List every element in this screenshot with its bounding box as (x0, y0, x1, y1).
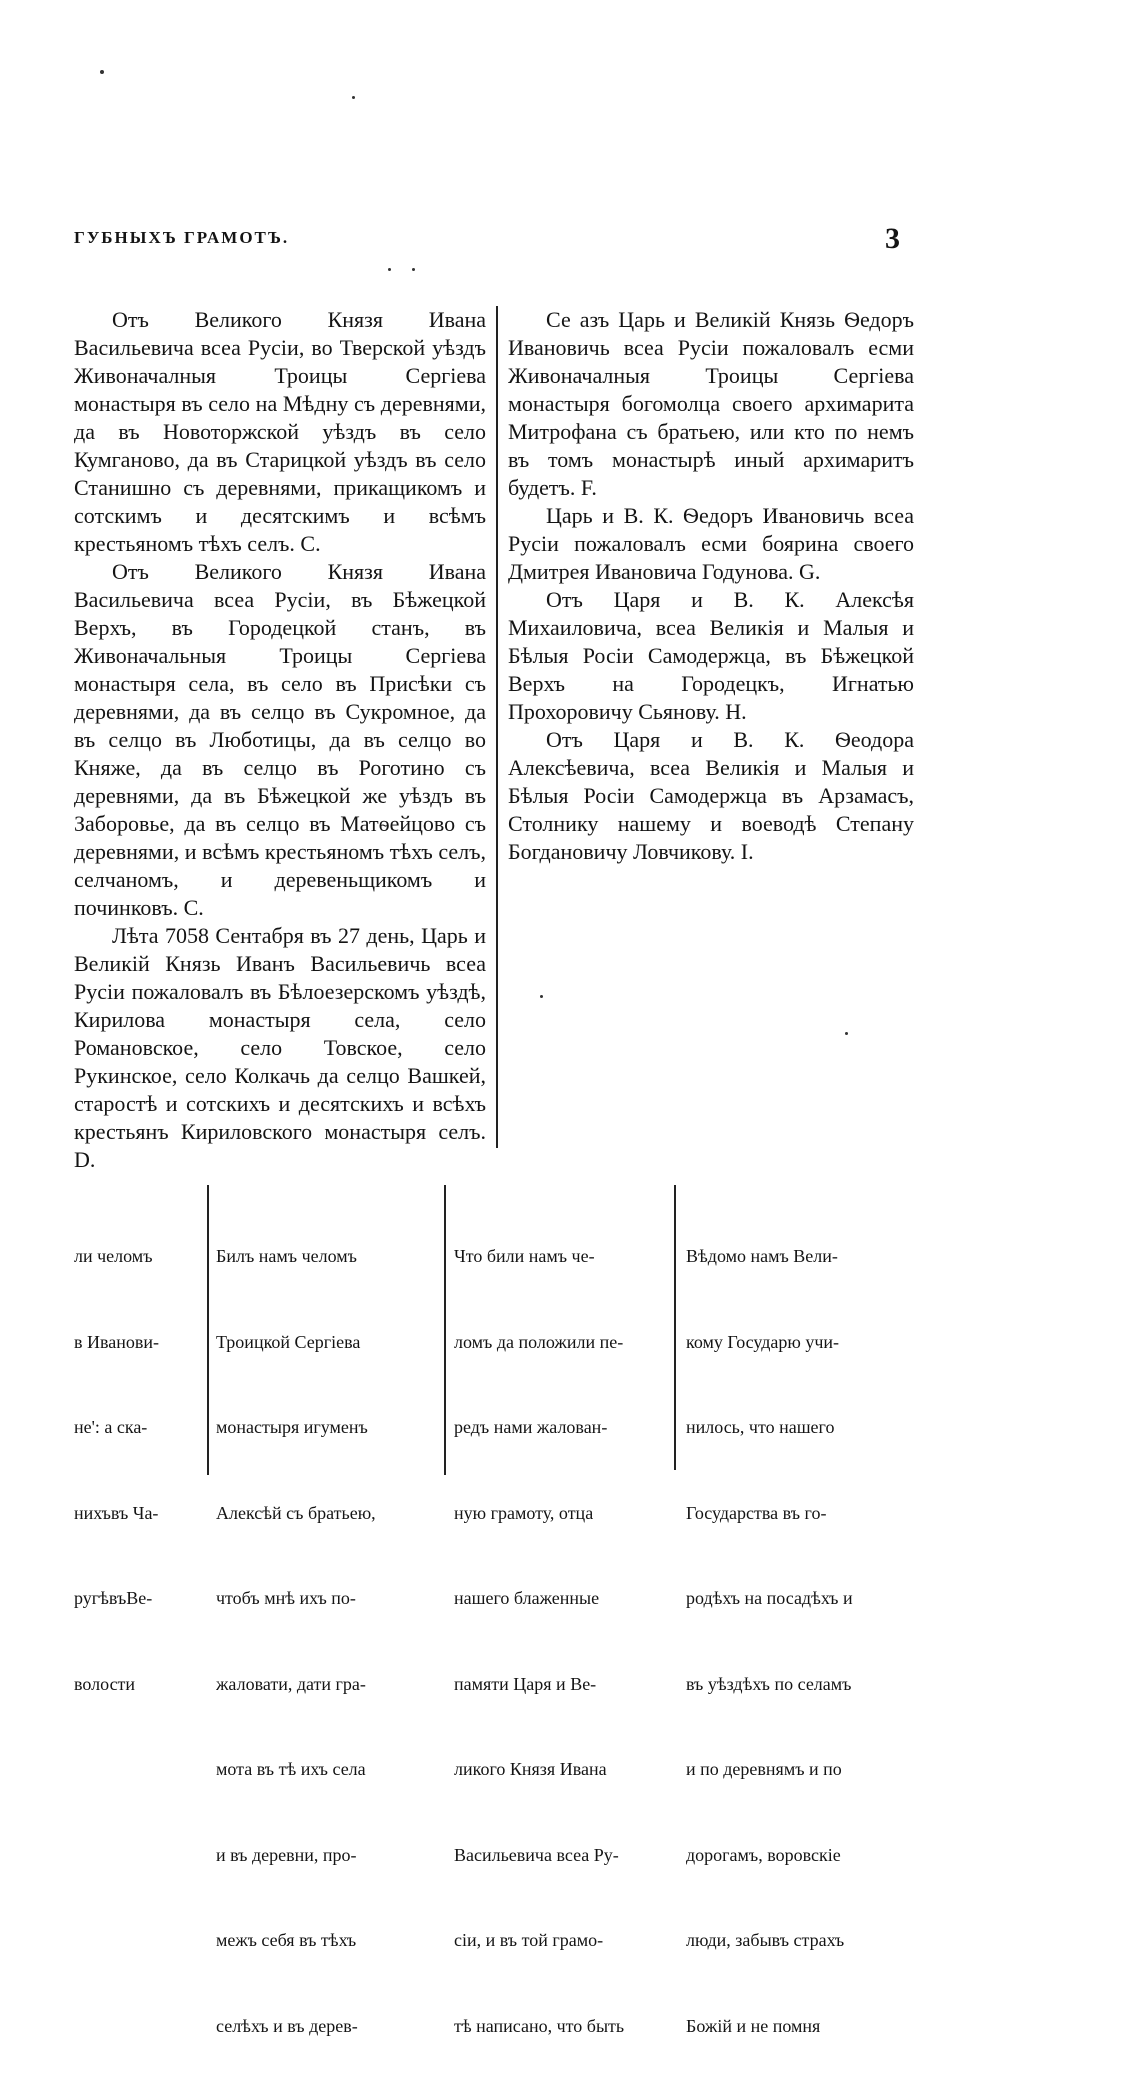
right-paragraph-1: Се азъ Царь и Великій Князь Ѳедоръ Ивановичь всеа Русіи пожаловалъ есми Живоначалныя Троицы Сергіева монастыря богомолца своего архимарита Митрофана съ братьею, или кто по немъ въ томъ монастырѣ иный архимаритъ будетъ. F. (508, 307, 914, 500)
text-line: селѣхъ и въ дерев- (216, 2015, 358, 2036)
print-speck (540, 995, 543, 998)
left-paragraph-1: Отъ Великого Князя Ивана Васильевича всеа Русіи, во Тверской уѣздъ Живоначалныя Троицы Сергіева монастыря въ село на Мѣдну съ деревнями, да въ Новоторжской уѣздъ въ село Кумганово, да въ Старицкой уѣздъ въ село Станишно съ деревнями, прикащикомъ и сотскимъ и десятскимъ и всѣмъ крестьяномъ тѣхъ селъ. C. (74, 307, 486, 556)
text-line: Государства въ го- (686, 1502, 827, 1523)
print-speck (388, 268, 391, 271)
right-paragraph-4: Отъ Царя и В. К. Ѳеодора Алексѣевича, всеа Великія и Малыя и Бѣлыя Росіи Самодержца въ Арзамасъ, Столнику нашему и воеводѣ Степану Богдановичу Ловчикову. I. (508, 727, 914, 864)
text-line: чтобъ мнѣ ихъ по- (216, 1588, 356, 1608)
lower-column-2 (216, 1185, 434, 2097)
text-line: тѣ написано, что быть (454, 2015, 625, 2036)
left-paragraph-3: Лѣта 7058 Сентабря въ 27 день, Царь и Великій Князь Иванъ Васильевичь всеа Русіи пожаловалъ въ Бѣлоезерскомъ уѣздѣ, Кирилова монастыря села, село Романовское, село Товское, село Рукинское, село Колкачь да селцо Вашкей, старостѣ и сотскихъ и десятскихъ и всѣхъ крестьянъ Кириловского монастыря селъ. D. (74, 923, 486, 1172)
text-line: волости (74, 1673, 136, 1694)
text-line: нихъвъ Ча- (74, 1502, 159, 1523)
text-line: Троицкой Сергіева (216, 1331, 361, 1352)
text-line: кому Государю учи- (686, 1331, 840, 1352)
text-line: и въ деревни, про- (216, 1844, 357, 1865)
lower-column-3 (454, 1185, 664, 2097)
page-number: 3 (885, 222, 900, 255)
text-line: в Иванови- (74, 1331, 160, 1352)
text-line: люди, забывъ страхъ (686, 1930, 845, 1950)
text-line: Алексѣй съ братьею, (216, 1502, 376, 1523)
text-line: дорогамъ, воровскіе (686, 1844, 841, 1865)
text-line: памяти Царя и Ве- (454, 1673, 597, 1694)
lower-divider-2 (444, 1185, 446, 1475)
lower-divider-1 (207, 1185, 209, 1475)
text-line: родѣхъ на посадѣхъ и (686, 1588, 853, 1608)
left-column (74, 306, 486, 1174)
text-line: ругѣвъВе- (74, 1588, 153, 1608)
text-line: межъ себя въ тѣхъ (216, 1930, 357, 1950)
text-line: нилось, что нашего (686, 1417, 835, 1437)
running-head: ГУБНЫХЪ ГРАМОТЪ. (74, 228, 290, 247)
lower-column-4 (686, 1185, 914, 2097)
text-line: Что били намъ че- (454, 1246, 595, 1266)
right-paragraph-2: Царь и В. К. Ѳедоръ Ивановичь всеа Русіи пожаловалъ есми боярина своего Дмитрея Ивановича Годунова. G. (508, 503, 914, 584)
text-line: не': а ска- (74, 1417, 148, 1437)
print-speck (352, 96, 355, 99)
text-line: нашего блаженные (454, 1588, 600, 1608)
text-line: сіи, и въ той грамо- (454, 1930, 604, 1950)
right-paragraph-3: Отъ Царя и В. К. Алексѣя Михаиловича, всеа Великія и Малыя и Бѣлыя Росіи Самодержца, въ Бѣжецкой Верхъ на Городецкъ, Игнатью Прохоровичу Сьянову. H. (508, 587, 914, 724)
print-speck (845, 1032, 848, 1035)
lower-divider-3 (674, 1185, 676, 1470)
print-speck (100, 70, 104, 74)
text-line: ликого Князя Ивана (454, 1759, 607, 1779)
text-line: редъ нами жалован- (454, 1417, 608, 1437)
text-line: монастыря игуменъ (216, 1417, 368, 1437)
text-line: жаловати, дати гра- (216, 1673, 366, 1694)
text-line: ли челомъ (74, 1246, 153, 1266)
text-line: Божій и не помня (686, 2015, 821, 2036)
lower-column-1 (74, 1185, 200, 1755)
upper-two-column-text (74, 306, 914, 1172)
text-line: Васильевича всеа Ру- (454, 1844, 619, 1865)
left-paragraph-2: Отъ Великого Князя Ивана Васильевича всеа Русіи, въ Бѣжецкой Верхъ, въ Городецкой станъ, въ Живоначальныя Троицы Сергіева монастыря села, въ село въ Присѣки съ деревнями, да въ селцо въ Сукромное, да въ селцо въ Люботицы, да въ селцо во Княже, да въ селцо въ Роготино съ деревнями, да въ Бѣжецкой же уѣздъ въ Заборовье, да въ селцо въ Матѳейцово съ деревнями, и всѣмъ крестьяномъ тѣхъ селъ, селчаномъ, и деревеньщикомъ и починковъ. C. (74, 559, 486, 920)
lower-four-column-text (74, 1185, 916, 2036)
text-line: ломъ да положили пе- (454, 1331, 624, 1352)
text-line: и по деревнямъ и по (686, 1759, 842, 1779)
text-line: въ уѣздѣхъ по селамъ (686, 1673, 852, 1694)
text-line: Билъ намъ челомъ (216, 1246, 357, 1266)
right-column (508, 306, 914, 866)
text-line: ную грамоту, отца (454, 1502, 594, 1523)
text-line: мота въ тѣ ихъ села (216, 1759, 366, 1779)
page-header (74, 222, 900, 262)
print-speck (412, 268, 415, 271)
text-line: Вѣдомо намъ Вели- (686, 1246, 838, 1266)
column-divider (496, 306, 498, 1148)
